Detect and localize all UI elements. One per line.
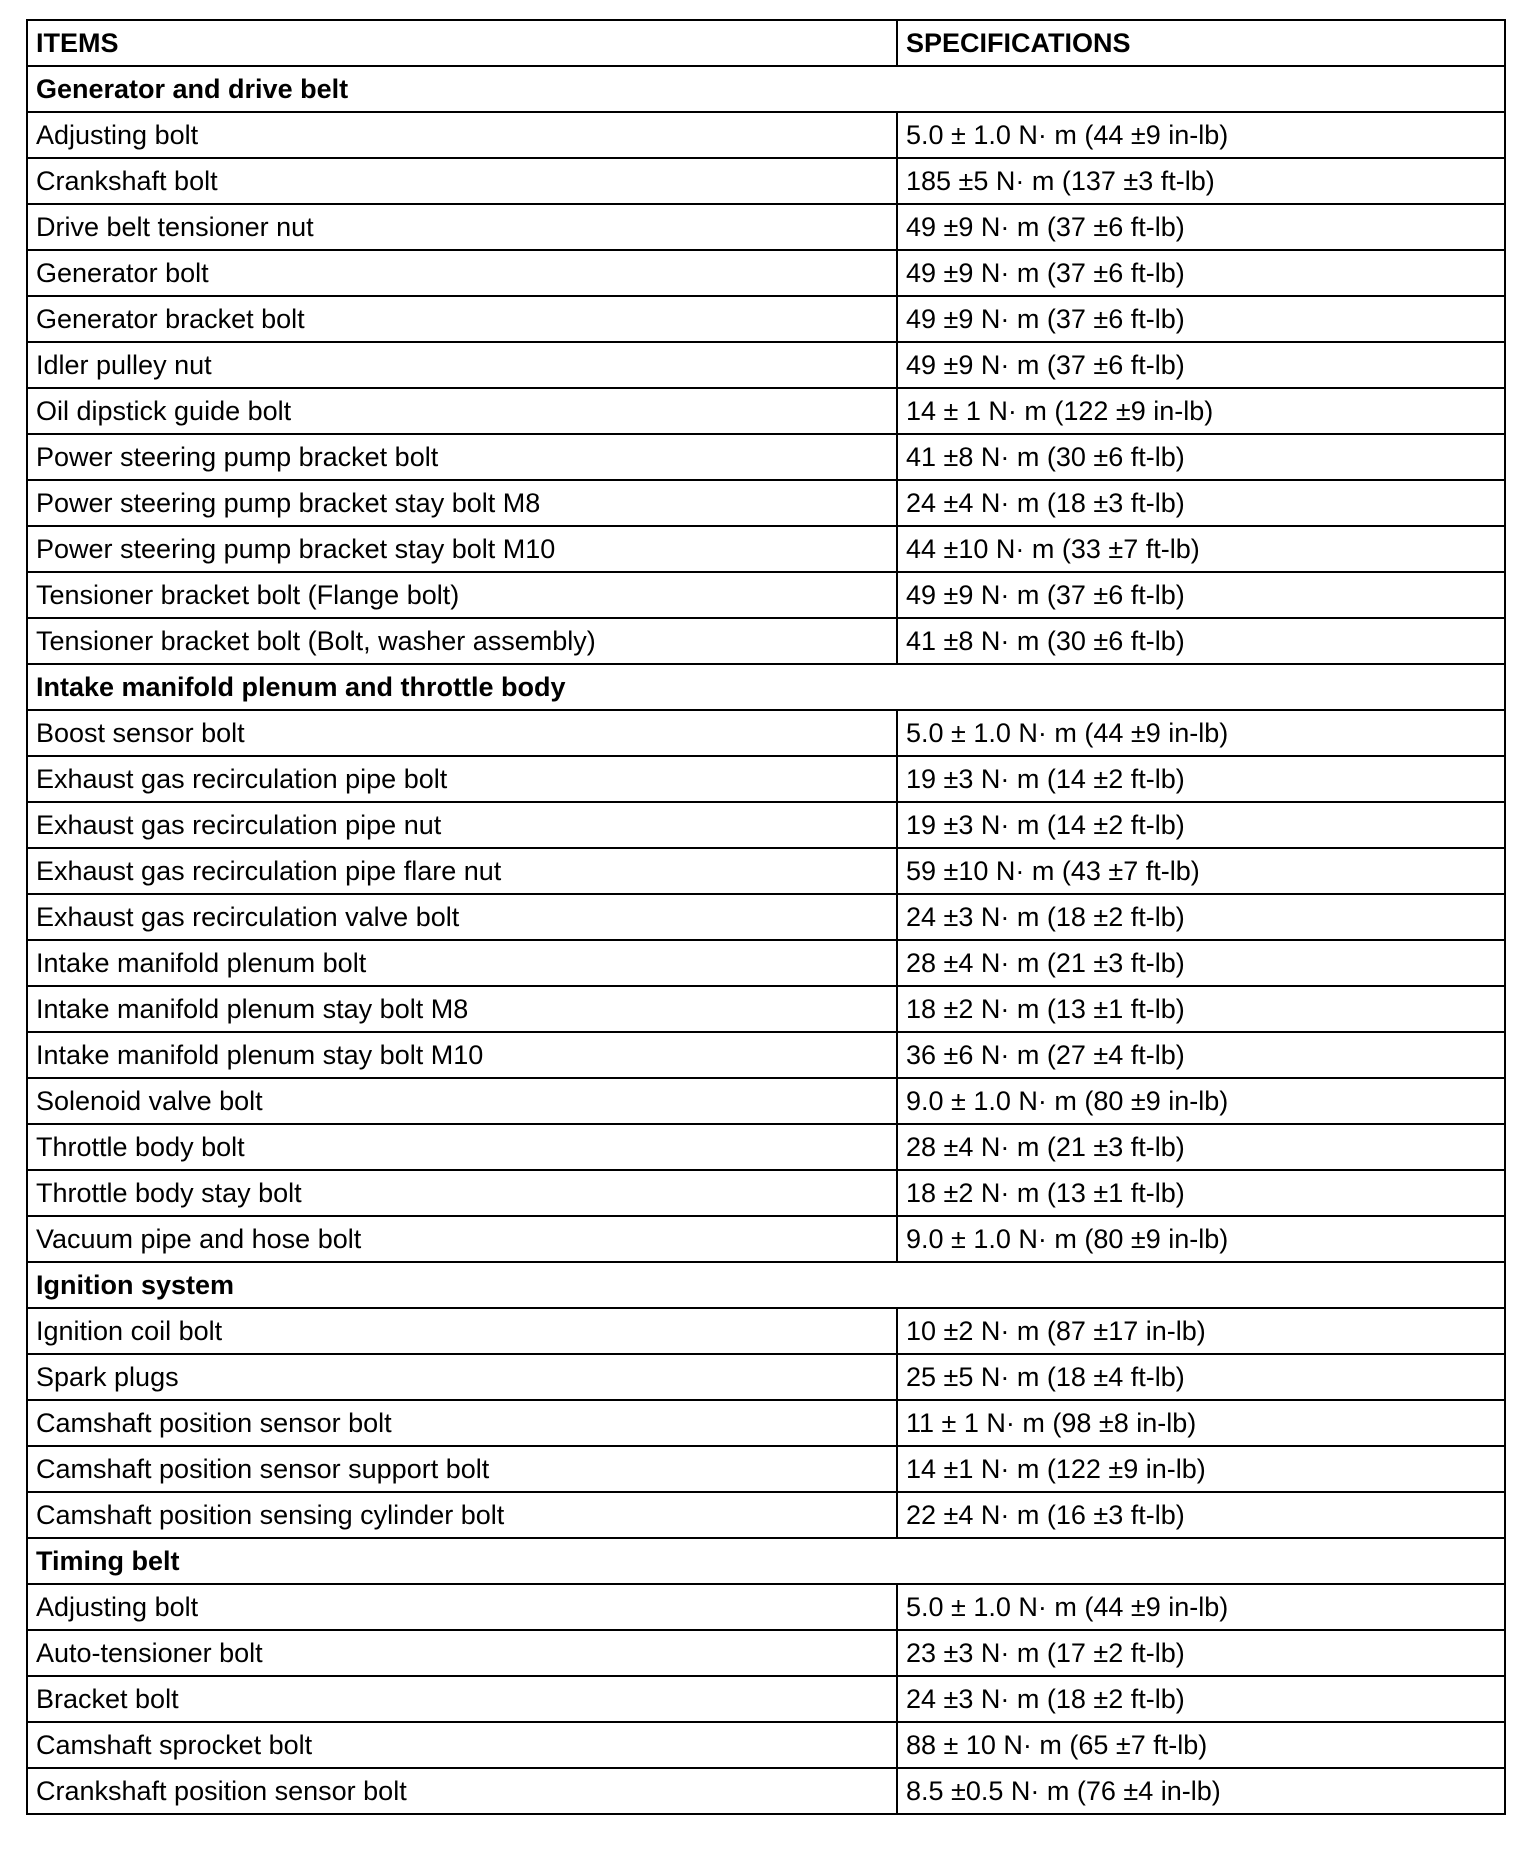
item-cell: Camshaft position sensor bolt — [27, 1400, 897, 1446]
table-row — [27, 1722, 1505, 1768]
section-header-row — [27, 1262, 1505, 1308]
item-cell: Power steering pump bracket stay bolt M8 — [27, 480, 897, 526]
table-row — [27, 1768, 1505, 1814]
table-row — [27, 1400, 1505, 1446]
table-row — [27, 1630, 1505, 1676]
specification-cell: 10 ±2 N· m (87 ±17 in-lb) — [897, 1308, 1505, 1354]
item-cell: Camshaft position sensor support bolt — [27, 1446, 897, 1492]
table-row — [27, 434, 1505, 480]
specifications-column-header: SPECIFICATIONS — [897, 20, 1505, 66]
table-row — [27, 1032, 1505, 1078]
item-cell: Boost sensor bolt — [27, 710, 897, 756]
specification-cell: 25 ±5 N· m (18 ±4 ft-lb) — [897, 1354, 1505, 1400]
specification-cell: 49 ±9 N· m (37 ±6 ft-lb) — [897, 296, 1505, 342]
item-cell: Exhaust gas recirculation pipe bolt — [27, 756, 897, 802]
table-row — [27, 342, 1505, 388]
table-row — [27, 1584, 1505, 1630]
table-row — [27, 526, 1505, 572]
specification-cell: 36 ±6 N· m (27 ±4 ft-lb) — [897, 1032, 1505, 1078]
specification-cell: 14 ±1 N· m (122 ±9 in-lb) — [897, 1446, 1505, 1492]
header-row — [27, 20, 1505, 66]
section-header-row — [27, 66, 1505, 112]
section-header-row — [27, 1538, 1505, 1584]
specification-cell: 41 ±8 N· m (30 ±6 ft-lb) — [897, 434, 1505, 480]
table-row — [27, 1170, 1505, 1216]
specification-cell: 49 ±9 N· m (37 ±6 ft-lb) — [897, 204, 1505, 250]
table-row — [27, 710, 1505, 756]
item-cell: Generator bracket bolt — [27, 296, 897, 342]
specification-cell: 14 ± 1 N· m (122 ±9 in-lb) — [897, 388, 1505, 434]
item-cell: Throttle body bolt — [27, 1124, 897, 1170]
table-row — [27, 1308, 1505, 1354]
item-cell: Intake manifold plenum bolt — [27, 940, 897, 986]
specification-cell: 9.0 ± 1.0 N· m (80 ±9 in-lb) — [897, 1078, 1505, 1124]
specification-cell: 44 ±10 N· m (33 ±7 ft-lb) — [897, 526, 1505, 572]
item-cell: Throttle body stay bolt — [27, 1170, 897, 1216]
table-row — [27, 572, 1505, 618]
section-title: Timing belt — [27, 1538, 1505, 1584]
table-row — [27, 894, 1505, 940]
table-row — [27, 158, 1505, 204]
item-cell: Adjusting bolt — [27, 112, 897, 158]
item-cell: Crankshaft bolt — [27, 158, 897, 204]
item-cell: Camshaft sprocket bolt — [27, 1722, 897, 1768]
specification-cell: 5.0 ± 1.0 N· m (44 ±9 in-lb) — [897, 1584, 1505, 1630]
table-row — [27, 986, 1505, 1032]
table-row — [27, 1676, 1505, 1722]
section-header-row — [27, 664, 1505, 710]
table-row — [27, 940, 1505, 986]
table-row — [27, 250, 1505, 296]
item-cell: Power steering pump bracket bolt — [27, 434, 897, 480]
table-row — [27, 1078, 1505, 1124]
table-row — [27, 848, 1505, 894]
table-row — [27, 296, 1505, 342]
item-cell: Solenoid valve bolt — [27, 1078, 897, 1124]
table-row — [27, 756, 1505, 802]
specification-cell: 28 ±4 N· m (21 ±3 ft-lb) — [897, 940, 1505, 986]
table-row — [27, 388, 1505, 434]
specification-cell: 5.0 ± 1.0 N· m (44 ±9 in-lb) — [897, 112, 1505, 158]
section-title: Ignition system — [27, 1262, 1505, 1308]
table-row — [27, 618, 1505, 664]
item-cell: Intake manifold plenum stay bolt M10 — [27, 1032, 897, 1078]
torque-spec-table — [26, 19, 1506, 1815]
table-row — [27, 112, 1505, 158]
specification-cell: 49 ±9 N· m (37 ±6 ft-lb) — [897, 342, 1505, 388]
item-cell: Bracket bolt — [27, 1676, 897, 1722]
specification-cell: 19 ±3 N· m (14 ±2 ft-lb) — [897, 756, 1505, 802]
specification-cell: 28 ±4 N· m (21 ±3 ft-lb) — [897, 1124, 1505, 1170]
specification-cell: 18 ±2 N· m (13 ±1 ft-lb) — [897, 1170, 1505, 1216]
item-cell: Auto-tensioner bolt — [27, 1630, 897, 1676]
table-row — [27, 1492, 1505, 1538]
section-title: Intake manifold plenum and throttle body — [27, 664, 1505, 710]
specification-cell: 49 ±9 N· m (37 ±6 ft-lb) — [897, 572, 1505, 618]
table-body — [27, 66, 1505, 1814]
item-cell: Generator bolt — [27, 250, 897, 296]
specification-cell: 5.0 ± 1.0 N· m (44 ±9 in-lb) — [897, 710, 1505, 756]
item-cell: Exhaust gas recirculation pipe nut — [27, 802, 897, 848]
item-cell: Camshaft position sensing cylinder bolt — [27, 1492, 897, 1538]
item-cell: Exhaust gas recirculation valve bolt — [27, 894, 897, 940]
items-column-header: ITEMS — [27, 20, 897, 66]
table-row — [27, 1446, 1505, 1492]
table-row — [27, 1354, 1505, 1400]
specification-cell: 18 ±2 N· m (13 ±1 ft-lb) — [897, 986, 1505, 1032]
specification-cell: 185 ±5 N· m (137 ±3 ft-lb) — [897, 158, 1505, 204]
specification-cell: 19 ±3 N· m (14 ±2 ft-lb) — [897, 802, 1505, 848]
specification-cell: 88 ± 10 N· m (65 ±7 ft-lb) — [897, 1722, 1505, 1768]
table-row — [27, 1216, 1505, 1262]
item-cell: Power steering pump bracket stay bolt M10 — [27, 526, 897, 572]
specification-cell: 9.0 ± 1.0 N· m (80 ±9 in-lb) — [897, 1216, 1505, 1262]
specification-cell: 59 ±10 N· m (43 ±7 ft-lb) — [897, 848, 1505, 894]
specification-cell: 23 ±3 N· m (17 ±2 ft-lb) — [897, 1630, 1505, 1676]
table-row — [27, 1124, 1505, 1170]
item-cell: Adjusting bolt — [27, 1584, 897, 1630]
specification-cell: 41 ±8 N· m (30 ±6 ft-lb) — [897, 618, 1505, 664]
table-row — [27, 204, 1505, 250]
specification-cell: 22 ±4 N· m (16 ±3 ft-lb) — [897, 1492, 1505, 1538]
item-cell: Spark plugs — [27, 1354, 897, 1400]
item-cell: Intake manifold plenum stay bolt M8 — [27, 986, 897, 1032]
specification-cell: 24 ±3 N· m (18 ±2 ft-lb) — [897, 894, 1505, 940]
table-row — [27, 480, 1505, 526]
item-cell: Drive belt tensioner nut — [27, 204, 897, 250]
specification-cell: 24 ±3 N· m (18 ±2 ft-lb) — [897, 1676, 1505, 1722]
specification-cell: 49 ±9 N· m (37 ±6 ft-lb) — [897, 250, 1505, 296]
item-cell: Tensioner bracket bolt (Flange bolt) — [27, 572, 897, 618]
specification-cell: 11 ± 1 N· m (98 ±8 in-lb) — [897, 1400, 1505, 1446]
item-cell: Crankshaft position sensor bolt — [27, 1768, 897, 1814]
item-cell: Ignition coil bolt — [27, 1308, 897, 1354]
table-row — [27, 802, 1505, 848]
item-cell: Tensioner bracket bolt (Bolt, washer assembly) — [27, 618, 897, 664]
specification-cell: 8.5 ±0.5 N· m (76 ±4 in-lb) — [897, 1768, 1505, 1814]
item-cell: Vacuum pipe and hose bolt — [27, 1216, 897, 1262]
specification-cell: 24 ±4 N· m (18 ±3 ft-lb) — [897, 480, 1505, 526]
section-title: Generator and drive belt — [27, 66, 1505, 112]
item-cell: Idler pulley nut — [27, 342, 897, 388]
item-cell: Exhaust gas recirculation pipe flare nut — [27, 848, 897, 894]
item-cell: Oil dipstick guide bolt — [27, 388, 897, 434]
